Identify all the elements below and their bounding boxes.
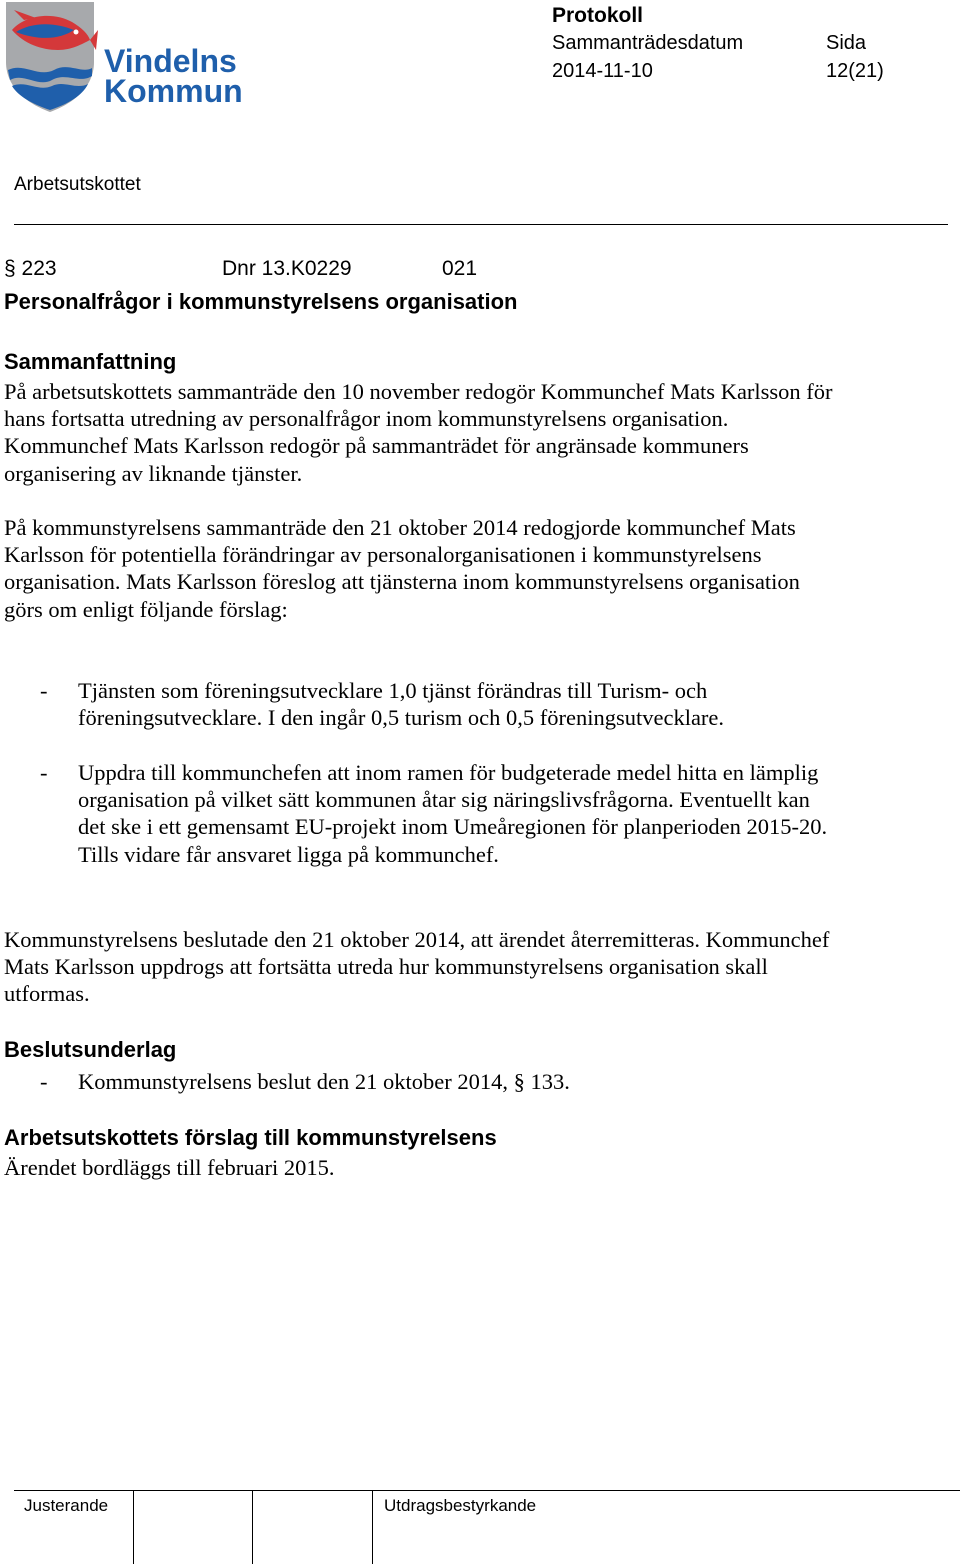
meeting-date-value: 2014-11-10 [552,60,653,82]
signature-label-utdragsbestyrkande: Utdragsbestyrkande [384,1496,537,1515]
page-number: 12(21) [826,60,884,82]
signature-cell-divider [252,1490,253,1564]
signature-table-top-border [14,1490,960,1491]
header-divider [14,224,948,225]
item-code: 021 [442,257,478,280]
signature-cell-divider [372,1490,373,1564]
committee-name: Arbetsutskottet [14,174,141,195]
summary-paragraph-2: På kommunstyrelsens sammanträde den 21 oktober 2014 redogjorde kommunchef Mats Karlsson för potentiella förändringar av personalorganisationen i kommunstyrelsens organisation. Mats Karlsson föreslog att tjänsterna inom kommunstyrelsens organisation görs om enligt följande förslag: [4,515,800,622]
bullet-dash: - [40,1069,48,1094]
document-type: Protokoll [552,4,644,27]
list-item-text: Kommunstyrelsens beslut den 21 oktober 2014, § 133. [78,1069,570,1094]
logo-emblem-icon [2,0,242,116]
meeting-date-label: Sammanträdesdatum [552,32,744,54]
list-item-text: Tjänsten som föreningsutvecklare 1,0 tjänst förändras till Turism- och föreningsutvecklare. I den ingår 0,5 turism och 0,5 föreningsutvecklare. [78,678,725,731]
logo-name-line1: Vindelns [104,43,237,79]
page-label: Sida [826,32,867,54]
signature-label-justerande: Justerande [24,1496,109,1515]
logo-name-line2: Kommun [104,73,242,109]
proposal-heading: Arbetsutskottets förslag till kommunstyrelsens [4,1125,497,1150]
summary-paragraph-1: På arbetsutskottets sammanträde den 10 november redogör Kommunchef Mats Karlsson för hans fortsatta utredning av personalfrågor inom kommunstyrelsens organisation. Kommunchef Mats Karlsson redogör på sammanträdet för angränsade kommuners organisering av liknande tjänster. [4,379,833,486]
proposal-text: Ärendet bordläggs till februari 2015. [4,1155,335,1180]
bullet-dash: - [40,678,48,703]
summary-heading: Sammanfattning [4,349,177,374]
diary-number: Dnr 13.K0229 [222,257,352,280]
item-title: Personalfrågor i kommunstyrelsens organisation [4,289,518,314]
section-number: § 223 [4,257,57,280]
vindelns-kommun-logo [2,0,242,116]
bullet-dash: - [40,760,48,785]
summary-paragraph-3: Kommunstyrelsens beslutade den 21 oktober 2014, att ärendet återremitteras. Kommunchef Mats Karlsson uppdrogs att fortsätta utreda hur kommunstyrelsens organisation skall utformas. [4,927,830,1007]
signature-cell-divider [133,1490,134,1564]
list-item-text: Uppdra till kommunchefen att inom ramen för budgeterade medel hitta en lämplig organisation på vilket sätt kommunen åtar sig näringslivsfrågorna. Eventuellt kan det ske i ett gemensamt EU-projekt inom Umeåregionen för planperioden 2015-20. Tills vidare får ansvaret ligga på kommunchef. [78,760,828,867]
basis-heading: Beslutsunderlag [4,1037,177,1062]
